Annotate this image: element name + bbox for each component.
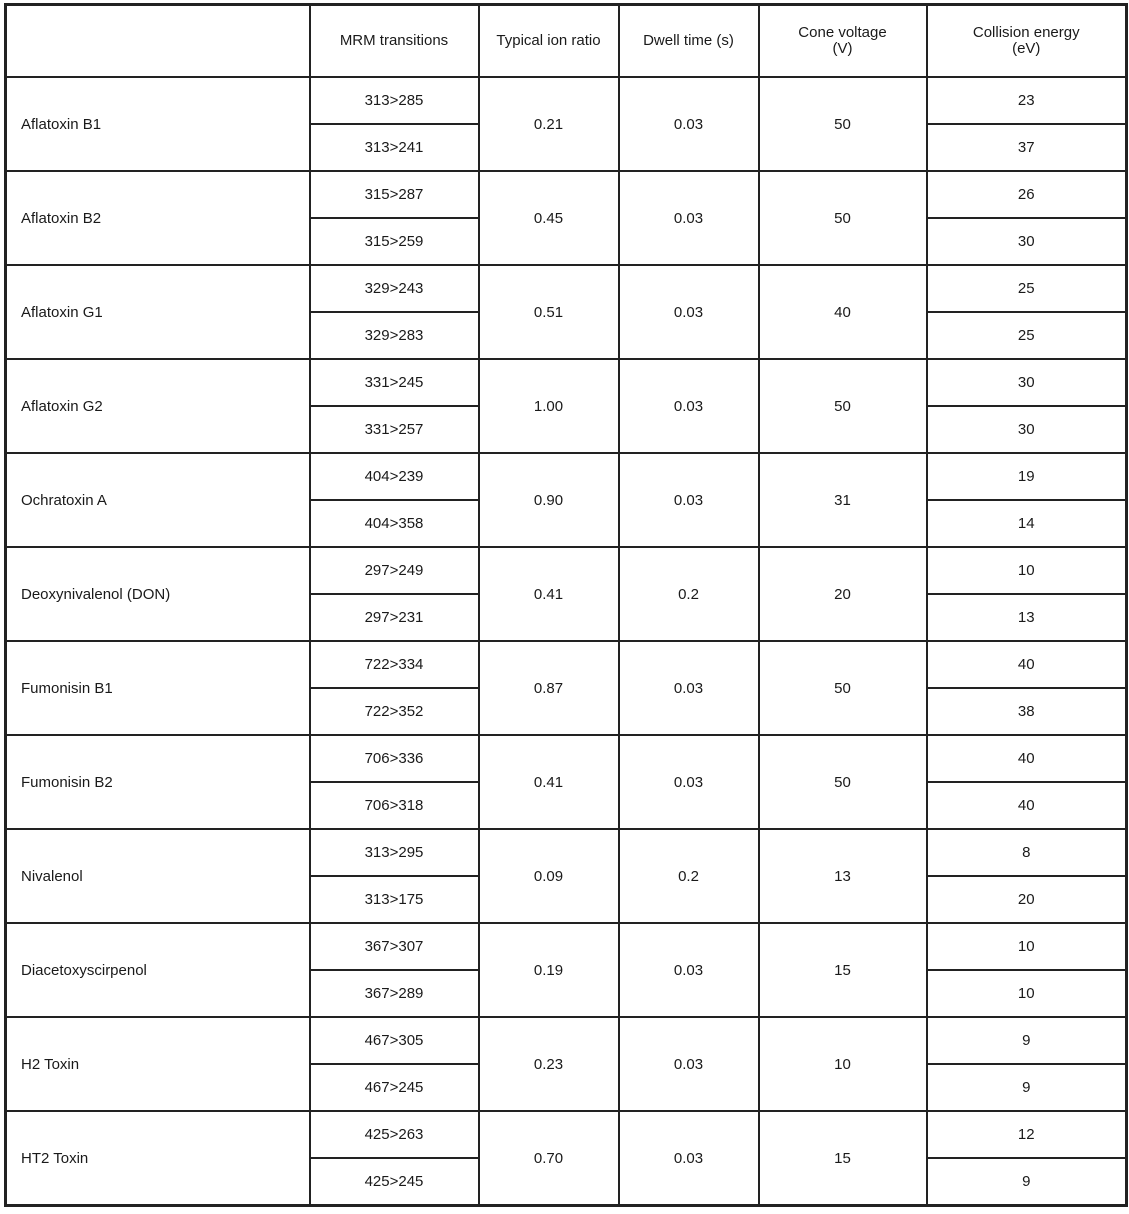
header-compound <box>6 5 310 78</box>
compound-name: Aflatoxin G2 <box>6 359 310 453</box>
mrm-transition: 313>295 <box>310 829 479 876</box>
compound-name: Fumonisin B2 <box>6 735 310 829</box>
collision-energy: 10 <box>927 923 1127 970</box>
collision-energy: 10 <box>927 547 1127 594</box>
ion-ratio: 0.41 <box>479 547 619 641</box>
header-mrm-transitions: MRM transitions <box>310 5 479 78</box>
cone-voltage: 15 <box>759 923 927 1017</box>
header-collision-energy <box>927 5 1127 78</box>
mrm-parameters-table <box>4 3 1128 1207</box>
header-row <box>6 5 1127 78</box>
header-cone-voltage-line1: Cone voltage <box>798 24 887 41</box>
ion-ratio: 0.51 <box>479 265 619 359</box>
dwell-time: 0.03 <box>619 171 759 265</box>
mrm-transition: 425>245 <box>310 1158 479 1206</box>
mrm-table-container <box>4 3 1128 1207</box>
table-row <box>6 1111 1127 1158</box>
mrm-transition: 404>239 <box>310 453 479 500</box>
mrm-transition: 315>287 <box>310 171 479 218</box>
mrm-transition: 297>231 <box>310 594 479 641</box>
cone-voltage: 31 <box>759 453 927 547</box>
mrm-transition: 331>245 <box>310 359 479 406</box>
compound-name: Fumonisin B1 <box>6 641 310 735</box>
collision-energy: 9 <box>927 1017 1127 1064</box>
dwell-time: 0.03 <box>619 265 759 359</box>
compound-name: Nivalenol <box>6 829 310 923</box>
dwell-time: 0.03 <box>619 359 759 453</box>
compound-name: Diacetoxyscirpenol <box>6 923 310 1017</box>
dwell-time: 0.03 <box>619 641 759 735</box>
ion-ratio: 0.45 <box>479 171 619 265</box>
header-cone-voltage <box>759 5 927 78</box>
mrm-transition: 467>245 <box>310 1064 479 1111</box>
dwell-time: 0.03 <box>619 1017 759 1111</box>
collision-energy: 30 <box>927 218 1127 265</box>
collision-energy: 37 <box>927 124 1127 171</box>
cone-voltage: 13 <box>759 829 927 923</box>
dwell-time: 0.03 <box>619 735 759 829</box>
table-row <box>6 735 1127 782</box>
table-row <box>6 171 1127 218</box>
mrm-transition: 313>285 <box>310 77 479 124</box>
compound-name: Aflatoxin B2 <box>6 171 310 265</box>
collision-energy: 8 <box>927 829 1127 876</box>
mrm-transition: 706>318 <box>310 782 479 829</box>
mrm-transition: 297>249 <box>310 547 479 594</box>
mrm-transition: 722>334 <box>310 641 479 688</box>
compound-name: Aflatoxin B1 <box>6 77 310 171</box>
mrm-transition: 313>241 <box>310 124 479 171</box>
collision-energy: 40 <box>927 735 1127 782</box>
ion-ratio: 0.23 <box>479 1017 619 1111</box>
collision-energy: 26 <box>927 171 1127 218</box>
table-row <box>6 641 1127 688</box>
compound-name: HT2 Toxin <box>6 1111 310 1206</box>
mrm-transition: 367>289 <box>310 970 479 1017</box>
collision-energy: 25 <box>927 312 1127 359</box>
collision-energy: 13 <box>927 594 1127 641</box>
table-row <box>6 547 1127 594</box>
collision-energy: 30 <box>927 359 1127 406</box>
ion-ratio: 0.70 <box>479 1111 619 1206</box>
table-row <box>6 829 1127 876</box>
table-row <box>6 265 1127 312</box>
cone-voltage: 50 <box>759 171 927 265</box>
collision-energy: 23 <box>927 77 1127 124</box>
table-row <box>6 359 1127 406</box>
dwell-time: 0.2 <box>619 547 759 641</box>
cone-voltage: 50 <box>759 735 927 829</box>
mrm-transition: 331>257 <box>310 406 479 453</box>
dwell-time: 0.03 <box>619 453 759 547</box>
ion-ratio: 1.00 <box>479 359 619 453</box>
mrm-transition: 329>243 <box>310 265 479 312</box>
collision-energy: 30 <box>927 406 1127 453</box>
header-dwell-time: Dwell time (s) <box>619 5 759 78</box>
ion-ratio: 0.41 <box>479 735 619 829</box>
collision-energy: 40 <box>927 782 1127 829</box>
dwell-time: 0.03 <box>619 1111 759 1206</box>
header-cone-voltage-line2: (V) <box>832 40 853 57</box>
collision-energy: 9 <box>927 1158 1127 1206</box>
cone-voltage: 50 <box>759 359 927 453</box>
collision-energy: 12 <box>927 1111 1127 1158</box>
cone-voltage: 50 <box>759 77 927 171</box>
ion-ratio: 0.87 <box>479 641 619 735</box>
header-typical-ion-ratio: Typical ion ratio <box>479 5 619 78</box>
table-row <box>6 77 1127 124</box>
dwell-time: 0.03 <box>619 923 759 1017</box>
cone-voltage: 10 <box>759 1017 927 1111</box>
dwell-time: 0.03 <box>619 77 759 171</box>
mrm-transition: 425>263 <box>310 1111 479 1158</box>
compound-name: H2 Toxin <box>6 1017 310 1111</box>
table-row <box>6 923 1127 970</box>
cone-voltage: 50 <box>759 641 927 735</box>
collision-energy: 19 <box>927 453 1127 500</box>
mrm-transition: 329>283 <box>310 312 479 359</box>
mrm-transition: 313>175 <box>310 876 479 923</box>
header-collision-energy-line1: Collision energy <box>972 24 1080 41</box>
table-row <box>6 1017 1127 1064</box>
collision-energy: 40 <box>927 641 1127 688</box>
collision-energy: 38 <box>927 688 1127 735</box>
dwell-time: 0.2 <box>619 829 759 923</box>
compound-name: Aflatoxin G1 <box>6 265 310 359</box>
ion-ratio: 0.09 <box>479 829 619 923</box>
mrm-transition: 467>305 <box>310 1017 479 1064</box>
mrm-transition: 367>307 <box>310 923 479 970</box>
compound-name: Deoxynivalenol (DON) <box>6 547 310 641</box>
ion-ratio: 0.19 <box>479 923 619 1017</box>
collision-energy: 14 <box>927 500 1127 547</box>
collision-energy: 10 <box>927 970 1127 1017</box>
mrm-transition: 706>336 <box>310 735 479 782</box>
mrm-transition: 315>259 <box>310 218 479 265</box>
ion-ratio: 0.90 <box>479 453 619 547</box>
table-row <box>6 453 1127 500</box>
cone-voltage: 40 <box>759 265 927 359</box>
mrm-transition: 722>352 <box>310 688 479 735</box>
cone-voltage: 20 <box>759 547 927 641</box>
compound-name: Ochratoxin A <box>6 453 310 547</box>
collision-energy: 20 <box>927 876 1127 923</box>
collision-energy: 25 <box>927 265 1127 312</box>
ion-ratio: 0.21 <box>479 77 619 171</box>
header-collision-energy-line2: (eV) <box>1012 40 1041 57</box>
cone-voltage: 15 <box>759 1111 927 1206</box>
collision-energy: 9 <box>927 1064 1127 1111</box>
mrm-transition: 404>358 <box>310 500 479 547</box>
